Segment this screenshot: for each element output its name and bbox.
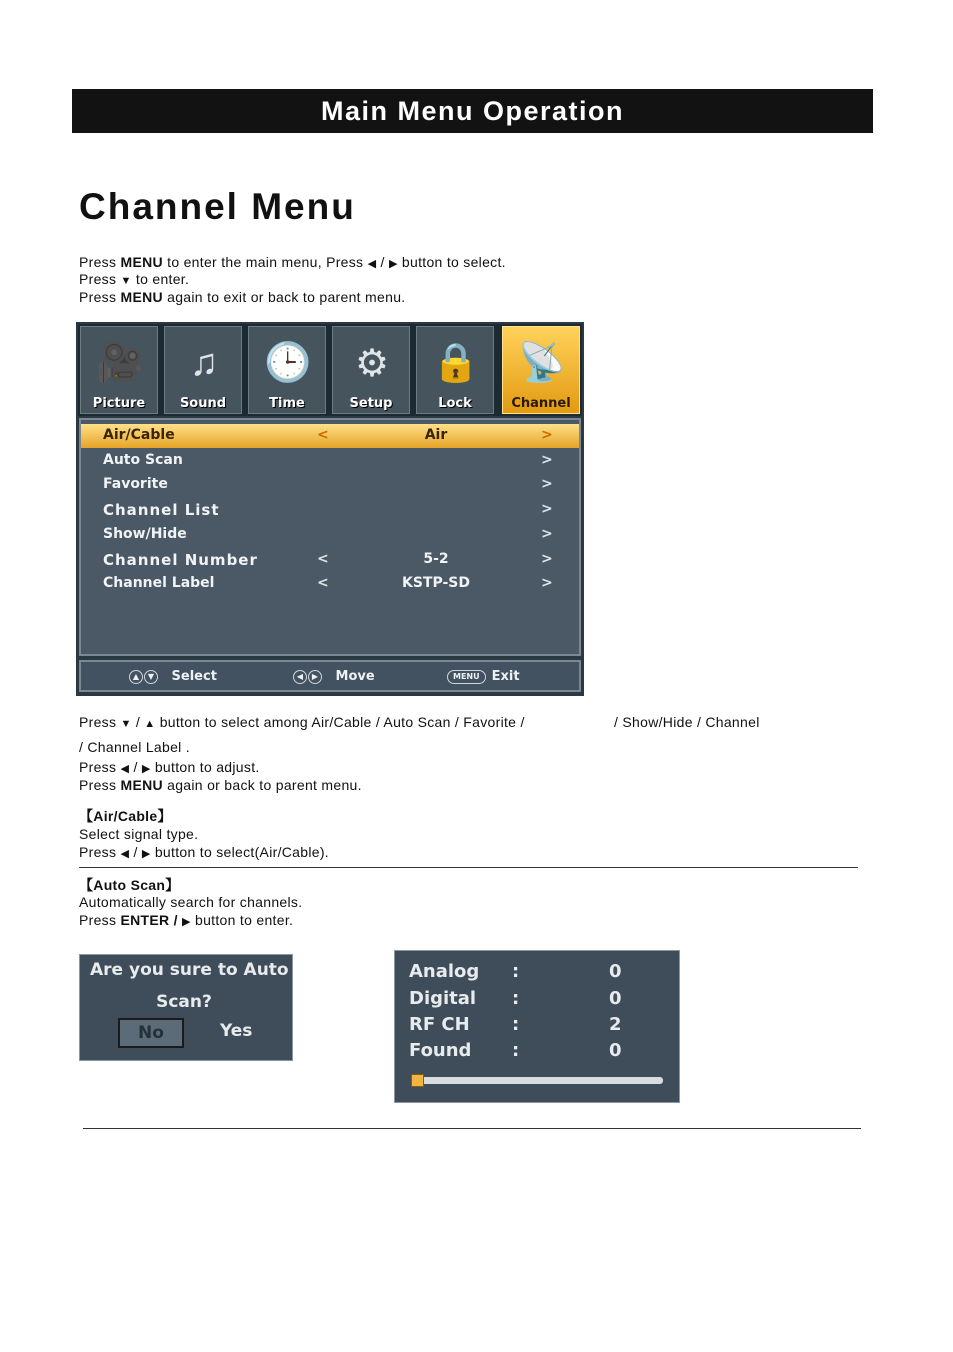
tab-time[interactable]: 🕒 Time: [248, 326, 326, 414]
nav-instruction-line-1-tail: / Show/Hide / Channel: [614, 714, 760, 730]
yes-button[interactable]: Yes: [220, 1021, 253, 1041]
intro-line-1: Press MENU to enter the main menu, Press ◀ / ▶ button to select.: [79, 254, 506, 270]
air-cable-description: Select signal type.: [79, 826, 199, 842]
down-arrow-icon: ▼: [120, 718, 132, 730]
right-chevron-icon[interactable]: >: [541, 501, 553, 517]
left-arrow-icon: ◀: [120, 848, 130, 860]
left-chevron-icon[interactable]: <: [317, 427, 329, 443]
scan-row-analog: Analog : 0: [409, 961, 622, 982]
auto-scan-instruction: Press ENTER / ▶ button to enter.: [79, 912, 294, 928]
speaker-music-icon: ♫: [189, 341, 219, 384]
menu-row-channel-list[interactable]: Channel List >: [103, 501, 553, 519]
menu-row-auto-scan[interactable]: Auto Scan >: [103, 452, 553, 468]
right-circle-icon: ▶: [308, 670, 322, 684]
scan-progress-bar: [411, 1077, 663, 1084]
right-arrow-icon: ▶: [141, 763, 151, 775]
nav-instruction-line-1: Press ▼ / ▲ button to select among Air/Cable / Auto Scan / Favorite /: [79, 714, 525, 730]
menu-tab-bar: [78, 324, 582, 416]
scan-row-digital: Digital : 0: [409, 988, 622, 1009]
nav-instruction-line-4: Press MENU again or back to parent menu.: [79, 777, 362, 793]
right-arrow-icon: ▶: [388, 258, 398, 270]
auto-scan-progress-panel: [394, 950, 680, 1103]
nav-instruction-line-2: / Channel Label .: [79, 739, 190, 755]
auto-scan-heading: 【Auto Scan】: [79, 877, 180, 893]
channel-options-list: [79, 418, 581, 656]
section-banner: Main Menu Operation: [72, 89, 873, 133]
menu-help-footer: [79, 660, 581, 692]
camcorder-icon: 🎥: [96, 342, 144, 384]
tab-sound[interactable]: ♫ Sound: [164, 326, 242, 414]
satellite-dish-monitor-icon: 📡: [518, 342, 566, 384]
air-cable-heading: 【Air/Cable】: [79, 808, 172, 824]
right-chevron-icon[interactable]: >: [541, 526, 553, 542]
scan-progress-fill: [411, 1074, 424, 1087]
tab-lock[interactable]: 🔒 Lock: [416, 326, 494, 414]
nav-instruction-line-3: Press ◀ / ▶ button to adjust.: [79, 759, 260, 775]
footer-select-hint: ▲ ▼ Select: [129, 669, 217, 684]
auto-scan-description: Automatically search for channels.: [79, 894, 303, 910]
footer-move-hint: ◀ ▶ Move: [293, 669, 375, 684]
menu-key-icon: MENU: [447, 670, 486, 684]
scan-row-rf-ch: RF CH : 2: [409, 1014, 622, 1035]
footer-exit-hint: MENU Exit: [447, 669, 520, 684]
left-chevron-icon[interactable]: <: [317, 575, 329, 591]
tab-channel[interactable]: 📡 Channel: [502, 326, 580, 414]
auto-scan-confirm-dialog: Are you sure to Auto Scan? No Yes: [79, 954, 293, 1061]
page-title: Channel Menu: [79, 186, 356, 227]
down-circle-icon: ▼: [144, 670, 158, 684]
left-arrow-icon: ◀: [367, 258, 377, 270]
scan-row-found: Found : 0: [409, 1040, 622, 1061]
tab-setup[interactable]: ⚙ Setup: [332, 326, 410, 414]
tab-picture[interactable]: 🎥 Picture: [80, 326, 158, 414]
menu-row-favorite[interactable]: Favorite >: [103, 476, 553, 492]
padlock-icon: 🔒: [432, 342, 480, 384]
menu-row-channel-number[interactable]: Channel Number < 5-2 >: [103, 551, 553, 569]
menu-row-show-hide[interactable]: Show/Hide >: [103, 526, 553, 542]
left-chevron-icon[interactable]: <: [317, 551, 329, 567]
right-chevron-icon[interactable]: >: [541, 452, 553, 468]
air-cable-instruction: Press ◀ / ▶ button to select(Air/Cable).: [79, 844, 329, 860]
no-button[interactable]: No: [118, 1018, 184, 1048]
menu-row-air-cable[interactable]: Air/Cable < Air >: [81, 424, 579, 448]
right-arrow-icon: ▶: [141, 848, 151, 860]
left-circle-icon: ◀: [293, 670, 307, 684]
down-arrow-icon: ▼: [120, 275, 132, 287]
channel-menu-screenshot: [76, 322, 584, 696]
left-arrow-icon: ◀: [120, 763, 130, 775]
right-chevron-icon[interactable]: >: [541, 427, 553, 443]
right-arrow-icon: ▶: [182, 916, 191, 928]
right-chevron-icon[interactable]: >: [541, 551, 553, 567]
up-circle-icon: ▲: [129, 670, 143, 684]
intro-line-2: Press ▼ to enter.: [79, 271, 190, 287]
right-chevron-icon[interactable]: >: [541, 575, 553, 591]
menu-row-channel-label[interactable]: Channel Label < KSTP-SD >: [103, 575, 553, 591]
intro-line-3: Press MENU again to exit or back to parent menu.: [79, 289, 406, 305]
right-chevron-icon[interactable]: >: [541, 476, 553, 492]
section-divider: [79, 867, 858, 868]
bottom-divider: [83, 1128, 861, 1129]
gear-screwdriver-icon: ⚙: [354, 342, 390, 385]
up-arrow-icon: ▲: [144, 718, 156, 730]
clock-icon: 🕒: [264, 342, 312, 384]
